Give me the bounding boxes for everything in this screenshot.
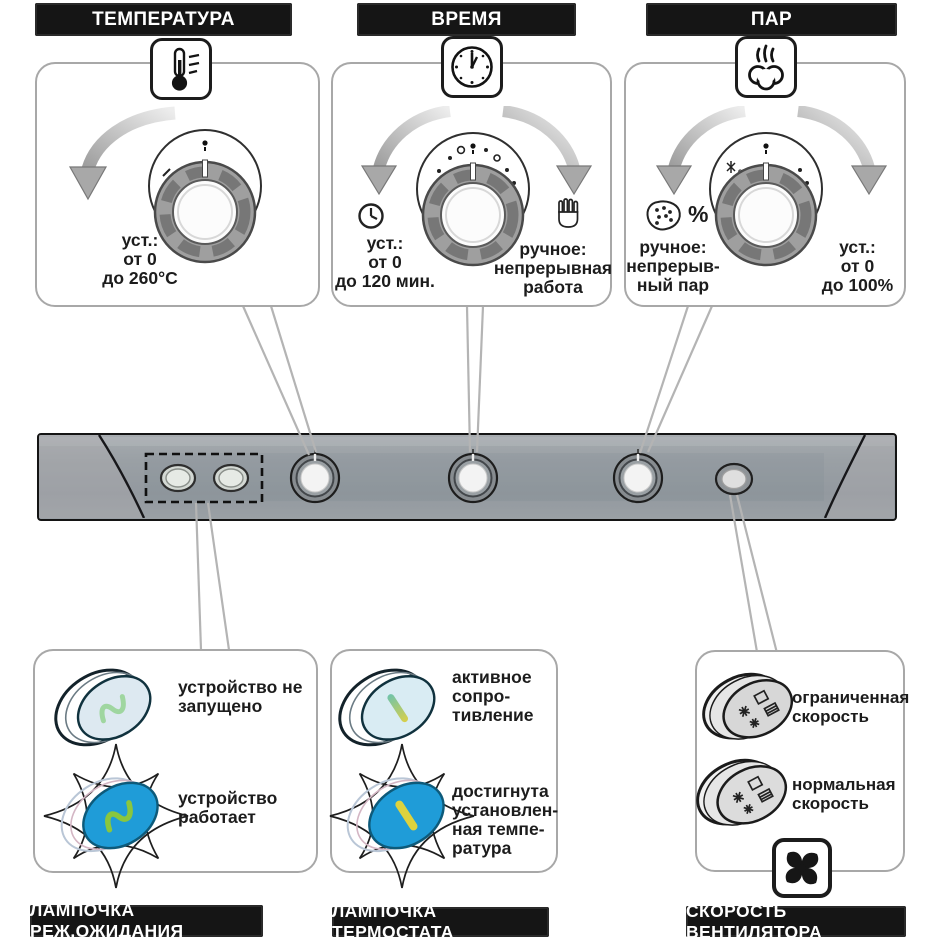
fan-speed-caption: СКОРОСТЬ ВЕНТИЛЯТОРА	[686, 906, 906, 937]
fan-icon	[772, 838, 832, 898]
thermostat-on-text: достигнута установлен- ная темпе- ратура	[452, 781, 559, 858]
standby-lamp-caption: ЛАМПОЧКА РЕЖ.ОЖИДАНИЯ	[30, 905, 263, 937]
thermostat-lamp-caption: ЛАМПОЧКА ТЕРМОСТАТА	[332, 907, 549, 937]
time-header	[357, 3, 576, 36]
standby-lamp-on	[30, 738, 202, 890]
clock-small-icon	[357, 202, 385, 230]
thermometer-icon	[150, 38, 212, 100]
fan-button-normal	[694, 748, 804, 840]
steam-icon	[735, 36, 797, 98]
steam-percent-symbol: %	[688, 201, 709, 227]
droplets-icon	[644, 199, 686, 235]
ccw-arrow	[40, 105, 190, 203]
time-header-label: ВРЕМЯ	[431, 8, 502, 30]
temperature-header	[35, 3, 292, 36]
steam-right-arrow	[783, 106, 898, 198]
steam-header	[646, 3, 897, 36]
standby-on-text: устройство работает	[178, 788, 278, 827]
steam-range-text: уст.: от 0 до 100%	[821, 237, 894, 295]
steam-left-arrow	[645, 106, 760, 198]
temperature-range-text: уст.: от 0 до 260°C	[102, 230, 178, 288]
time-right-arrow	[488, 106, 603, 198]
steam-header-label: ПАР	[750, 8, 793, 30]
fan-normal-text: нормальная скорость	[792, 775, 896, 813]
temperature-header-label: ТЕМПЕРАТУРА	[92, 8, 235, 30]
time-manual-text: ручное: непрерывная работа	[493, 239, 613, 297]
steam-manual-text: ручное: непрерыв- ный пар	[626, 237, 720, 295]
fan-limited-text: ограниченная скорость	[792, 688, 910, 726]
hand-icon	[556, 198, 582, 230]
time-left-arrow	[350, 106, 465, 198]
thermostat-off-text: активное сопро- тивление	[452, 667, 534, 725]
time-range-text: уст.: от 0 до 120 мин.	[335, 233, 435, 291]
standby-off-text: устройство не запущено	[178, 677, 303, 716]
clock-icon	[441, 36, 503, 98]
